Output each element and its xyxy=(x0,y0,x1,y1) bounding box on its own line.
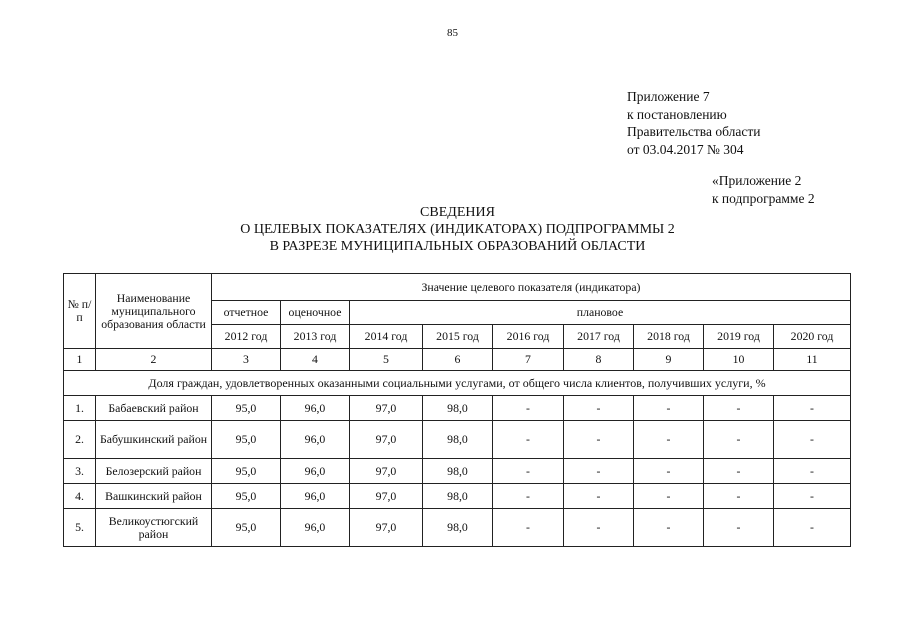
row-name: Вашкинский район xyxy=(96,484,212,509)
table-row xyxy=(64,459,851,484)
row-value: 97,0 xyxy=(350,421,423,459)
column-number: 9 xyxy=(634,349,704,371)
column-number: 1 xyxy=(64,349,96,371)
appendix-line: Приложение 7 xyxy=(627,89,710,104)
header-year: 2013 год xyxy=(281,325,350,349)
row-value: - xyxy=(634,484,704,509)
row-value: 96,0 xyxy=(281,396,350,421)
row-value: - xyxy=(704,421,774,459)
row-value: - xyxy=(634,421,704,459)
column-number: 10 xyxy=(704,349,774,371)
indicator-section-title: Доля граждан, удовлетворенных оказанными социальными услугами, от общего числа клиентов, получивших услуги, % xyxy=(64,371,851,396)
page-number: 85 xyxy=(447,27,458,39)
column-number: 3 xyxy=(212,349,281,371)
row-num: 1. xyxy=(64,396,96,421)
table-row xyxy=(64,421,851,459)
header-year: 2017 год xyxy=(564,325,634,349)
row-name: Бабушкинский район xyxy=(96,421,212,459)
table-row xyxy=(64,396,851,421)
appendix-line: Правительства области xyxy=(627,124,761,139)
row-value: - xyxy=(493,509,564,547)
row-value: 97,0 xyxy=(350,509,423,547)
row-num: 3. xyxy=(64,459,96,484)
row-value: - xyxy=(704,396,774,421)
row-value: 98,0 xyxy=(423,396,493,421)
appendix-line: от 03.04.2017 № 304 xyxy=(627,141,744,157)
row-value: - xyxy=(493,421,564,459)
row-value: - xyxy=(774,509,851,547)
row-value: - xyxy=(564,421,634,459)
header-indicator-value: Значение целевого показателя (индикатора) xyxy=(212,274,851,301)
appendix-reference xyxy=(627,88,760,158)
title-line: В РАЗРЕЗЕ МУНИЦИПАЛЬНЫХ ОБРАЗОВАНИЙ ОБЛАСТИ xyxy=(269,239,646,254)
row-value: 98,0 xyxy=(423,509,493,547)
row-value: 97,0 xyxy=(350,396,423,421)
row-value: - xyxy=(704,509,774,547)
table-row xyxy=(64,509,851,547)
appendix-line: к подпрограмме 2 xyxy=(712,190,815,206)
header-year: 2015 год xyxy=(423,325,493,349)
header-reported: отчетное xyxy=(212,301,281,325)
title-line: О ЦЕЛЕВЫХ ПОКАЗАТЕЛЯХ (ИНДИКАТОРАХ) ПОДПРОГРАММЫ 2 xyxy=(240,222,675,237)
row-value: - xyxy=(704,484,774,509)
appendix-line: «Приложение 2 xyxy=(712,173,802,188)
row-value: 95,0 xyxy=(212,484,281,509)
column-number: 2 xyxy=(96,349,212,371)
header-year: 2016 год xyxy=(493,325,564,349)
row-value: - xyxy=(564,459,634,484)
row-name: Бабаевский район xyxy=(96,396,212,421)
row-value: - xyxy=(774,421,851,459)
appendix-line: к постановлению xyxy=(627,106,727,122)
column-number: 8 xyxy=(564,349,634,371)
column-number: 6 xyxy=(423,349,493,371)
row-num: 5. xyxy=(64,509,96,547)
row-value: - xyxy=(564,509,634,547)
row-value: 95,0 xyxy=(212,421,281,459)
header-planned: плановое xyxy=(350,301,851,325)
header-estimated: оценочное xyxy=(281,301,350,325)
row-value: - xyxy=(634,459,704,484)
header-name: Наименование муниципального образования области xyxy=(96,274,212,349)
indicators-table xyxy=(63,273,851,547)
row-value: 97,0 xyxy=(350,459,423,484)
row-value: - xyxy=(634,396,704,421)
row-value: 96,0 xyxy=(281,509,350,547)
table-row xyxy=(64,484,851,509)
row-value: - xyxy=(774,484,851,509)
row-value: 96,0 xyxy=(281,459,350,484)
header-year: 2012 год xyxy=(212,325,281,349)
row-value: 96,0 xyxy=(281,484,350,509)
column-numbers-row xyxy=(64,349,851,371)
column-number: 11 xyxy=(774,349,851,371)
row-value: 98,0 xyxy=(423,484,493,509)
row-value: - xyxy=(493,484,564,509)
row-value: 95,0 xyxy=(212,396,281,421)
row-value: - xyxy=(704,459,774,484)
row-value: 95,0 xyxy=(212,509,281,547)
row-value: - xyxy=(493,396,564,421)
header-year: 2014 год xyxy=(350,325,423,349)
row-name: Великоустюгский район xyxy=(96,509,212,547)
row-name: Белозерский район xyxy=(96,459,212,484)
row-value: - xyxy=(774,459,851,484)
row-value: - xyxy=(634,509,704,547)
row-num: 4. xyxy=(64,484,96,509)
row-value: - xyxy=(774,396,851,421)
row-value: - xyxy=(493,459,564,484)
row-value: 96,0 xyxy=(281,421,350,459)
row-value: 98,0 xyxy=(423,459,493,484)
header-num: № п/п xyxy=(64,274,96,349)
column-number: 7 xyxy=(493,349,564,371)
column-number: 4 xyxy=(281,349,350,371)
document-title xyxy=(0,204,905,255)
row-value: - xyxy=(564,396,634,421)
subprogram-appendix-reference xyxy=(712,172,815,207)
row-value: - xyxy=(564,484,634,509)
header-year: 2018 год xyxy=(634,325,704,349)
row-value: 97,0 xyxy=(350,484,423,509)
header-year: 2019 год xyxy=(704,325,774,349)
column-number: 5 xyxy=(350,349,423,371)
title-line: СВЕДЕНИЯ xyxy=(420,205,495,220)
header-year: 2020 год xyxy=(774,325,851,349)
row-value: 95,0 xyxy=(212,459,281,484)
row-value: 98,0 xyxy=(423,421,493,459)
row-num: 2. xyxy=(64,421,96,459)
